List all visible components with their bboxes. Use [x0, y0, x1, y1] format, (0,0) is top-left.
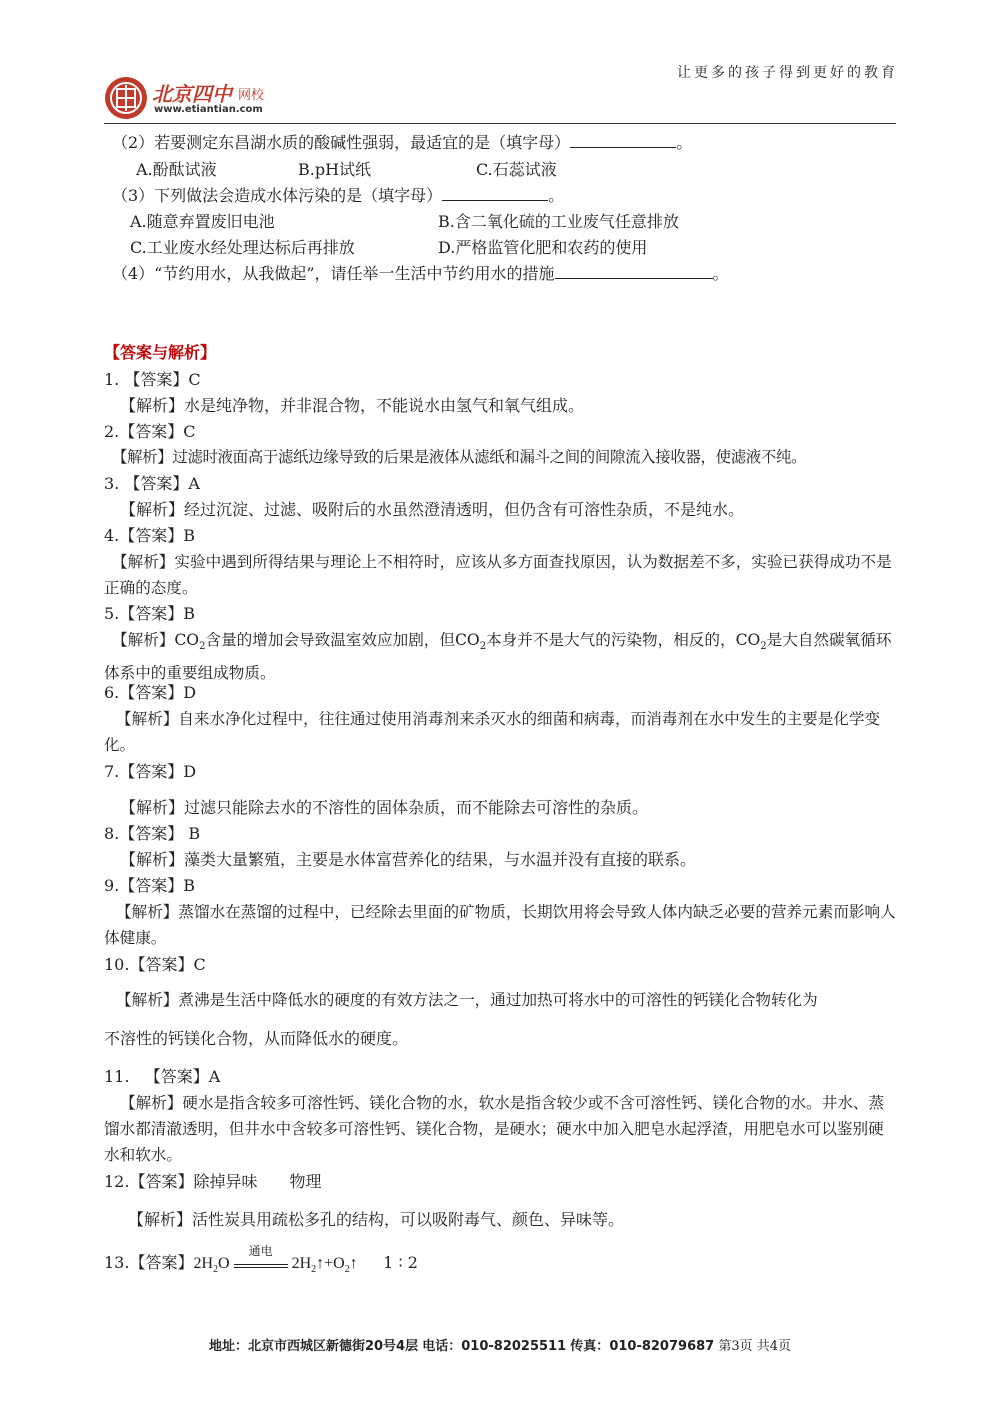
explanation-12: 【解析】活性炭具用疏松多孔的结构，可以吸附毒气、颜色、异味等。: [128, 1210, 625, 1229]
answer-value: 【答案】: [129, 1253, 194, 1272]
footer-address: 北京市西城区新德街20号4层: [247, 1339, 419, 1354]
equation-product: ↑+O: [316, 1255, 345, 1272]
equation-product: ↑: [349, 1255, 358, 1272]
footer-address-label: 地址：: [208, 1339, 248, 1354]
subscript: 2: [213, 1264, 219, 1276]
answer-value: 【答案】B: [119, 604, 196, 623]
answer-number: 5.: [104, 604, 120, 623]
answer-8: [104, 821, 200, 844]
volume-ratio: 1 ∶ 2: [383, 1253, 418, 1272]
answer-1: [104, 367, 201, 390]
equation-reactant: 2H: [193, 1255, 214, 1272]
answer-2: [104, 419, 196, 442]
answer-3: [104, 471, 200, 494]
header-slogan: 让更多的孩子得到更好的教育: [677, 65, 898, 81]
equation: [193, 1244, 358, 1276]
answer-number: 13.: [104, 1253, 130, 1272]
page-number: 第3页 共4页: [718, 1339, 792, 1354]
subscript: 2: [479, 641, 487, 653]
explanation-1: 【解析】水是纯净物，并非混合物，不能说水由氢气和氧气组成。: [120, 396, 585, 415]
answer-number: 4.: [104, 526, 120, 545]
logo-url: www.etiantian.com: [154, 104, 263, 115]
option-3a: A.随意弃置废旧电池: [130, 212, 275, 231]
explanation-5: [104, 627, 898, 686]
option-2b: B.pH试纸: [298, 160, 372, 179]
answer-blank[interactable]: [555, 264, 713, 279]
logo-emblem-icon: [104, 76, 148, 120]
explanation-3: 【解析】经过沉淀、过滤、吸附后的水虽然澄清透明，但仍含有可溶性杂质，不是纯水。: [120, 500, 745, 519]
answer-12: [104, 1169, 321, 1192]
explanation-2: 【解析】过滤时液面高于滤纸边缘导致的后果是液体从滤纸和漏斗之间的间隙流入接收器，使滤液不纯。: [112, 448, 807, 466]
answer-value: 【答案】D: [119, 683, 197, 702]
answer-13: [104, 1244, 418, 1276]
answer-value: 【答案】C: [119, 422, 196, 441]
option-2a: A.酚酞试液: [136, 160, 217, 179]
explanation-7: 【解析】过滤只能除去水的不溶性的固体杂质，而不能除去可溶性的杂质。: [120, 798, 649, 817]
answer-11: [104, 1064, 220, 1087]
explanation-text: 是大自然碳氧循环体系中的重要组成物质。: [104, 631, 892, 683]
equation-product: 2H: [291, 1255, 312, 1272]
answer-5: [104, 601, 195, 624]
option-2c: C.石蕊试液: [476, 160, 557, 179]
answer-6: [104, 680, 196, 703]
explanation-9: 【解析】蒸馏水在蒸馏的过程中，已经除去里面的矿物质，长期饮用将会导致人体内缺乏必要的营养元素而影响人体健康。: [104, 903, 896, 947]
answer-value: 【答案】C: [124, 370, 201, 389]
equation-condition: 通电: [248, 1244, 273, 1258]
footer-phone-label: 电话：: [422, 1339, 462, 1354]
answer-value: 【答案】C: [129, 955, 206, 974]
explanation-text: 本身并不是大气的污染物，相反的，CO: [486, 631, 761, 649]
answer-number: 12.: [104, 1172, 130, 1191]
explanation-10-line-2: 不溶性的钙镁化合物，从而降低水的硬度。: [104, 1029, 409, 1048]
answer-value: 【答案】D: [119, 762, 197, 781]
question-3: [112, 183, 564, 206]
subscript: 2: [311, 1264, 317, 1276]
explanation-text: 含量的增加会导致温室效应加剧，但CO: [205, 631, 480, 649]
question-2-text: （2）若要测定东昌湖水质的酸碱性强弱，最适宜的是（填字母）: [112, 133, 571, 152]
answer-number: 8.: [104, 824, 120, 843]
question-3-text: （3）下列做法会造成水体污染的是（填字母）: [112, 186, 443, 205]
subscript: 2: [760, 641, 767, 653]
footer-fax-label: 传真：: [570, 1339, 610, 1354]
logo-subtitle: 网校: [238, 88, 265, 103]
logo-title: 北京四中: [152, 82, 232, 106]
answer-9: [104, 873, 195, 896]
explanation-text: 【解析】CO: [112, 631, 200, 649]
answer-value: 【答案】 B: [119, 824, 201, 843]
equation-arrow: [234, 1244, 288, 1268]
answer-number: 11.: [104, 1067, 130, 1086]
question-3-end: 。: [548, 186, 565, 205]
question-4: [112, 261, 729, 284]
answer-value: 【答案】A: [124, 474, 200, 493]
answer-value: 【答案】除掉异味 物理: [129, 1172, 322, 1191]
option-3c: C.工业废水经处理达标后再排放: [130, 238, 355, 257]
question-4-end: 。: [712, 264, 729, 283]
answer-number: 1.: [104, 370, 120, 389]
explanation-4: 【解析】实验中遇到所得结果与理论上不相符时，应该从多方面查找原因，认为数据差不多，实验已获得成功不是正确的态度。: [104, 553, 892, 597]
option-3b: B.含二氧化硫的工业废气任意排放: [438, 212, 679, 231]
page-footer: [0, 1335, 1000, 1354]
explanation-11: 【解析】硬水是指含较多可溶性钙、镁化合物的水，软水是指含较少或不含可溶性钙、镁化合物的水。井水、蒸馏水都清澈透明，但井水中含较多可溶性钙、镁化合物，是硬水；硬水中加入肥皂水起浮渣，用肥皂水可以鉴别硬水和软水。: [104, 1094, 885, 1164]
answer-value: 【答案】A: [144, 1067, 221, 1086]
subscript: 2: [199, 641, 206, 653]
answer-number: 10.: [104, 955, 130, 974]
equation-reactant: O: [218, 1255, 230, 1272]
footer-fax: 010-82079687: [609, 1339, 715, 1354]
subscript: 2: [344, 1264, 350, 1276]
answer-blank[interactable]: [570, 133, 676, 148]
answer-10: [104, 952, 206, 975]
footer-phone: 010-82025511: [461, 1339, 567, 1354]
answer-7: [104, 759, 196, 782]
answer-number: 3.: [104, 474, 120, 493]
answers-title: 【答案与解析】: [104, 343, 217, 362]
question-2: [112, 130, 692, 153]
option-3d: D.严格监管化肥和农药的使用: [438, 238, 648, 257]
explanation-6: 【解析】自来水净化过程中，往往通过使用消毒剂来杀灭水的细菌和病毒，而消毒剂在水中发生的主要是化学变化。: [104, 710, 881, 754]
answer-value: 【答案】B: [119, 526, 196, 545]
explanation-8: 【解析】藻类大量繁殖，主要是水体富营养化的结果，与水温并没有直接的联系。: [120, 850, 697, 869]
answer-blank[interactable]: [442, 186, 548, 201]
question-2-end: 。: [676, 133, 693, 152]
answer-number: 6.: [104, 683, 120, 702]
answer-value: 【答案】B: [119, 876, 196, 895]
header-divider: [104, 123, 896, 124]
question-4-text: （4）“节约用水，从我做起”，请任举一生活中节约用水的措施: [112, 264, 555, 283]
answer-4: [104, 523, 195, 546]
answer-number: 9.: [104, 876, 120, 895]
explanation-10-line-1: 【解析】煮沸是生活中降低水的硬度的有效方法之一，通过加热可将水中的可溶性的钙镁化合物转化为: [116, 991, 818, 1009]
answer-number: 2.: [104, 422, 120, 441]
answer-number: 7.: [104, 762, 120, 781]
logo: [104, 76, 304, 120]
